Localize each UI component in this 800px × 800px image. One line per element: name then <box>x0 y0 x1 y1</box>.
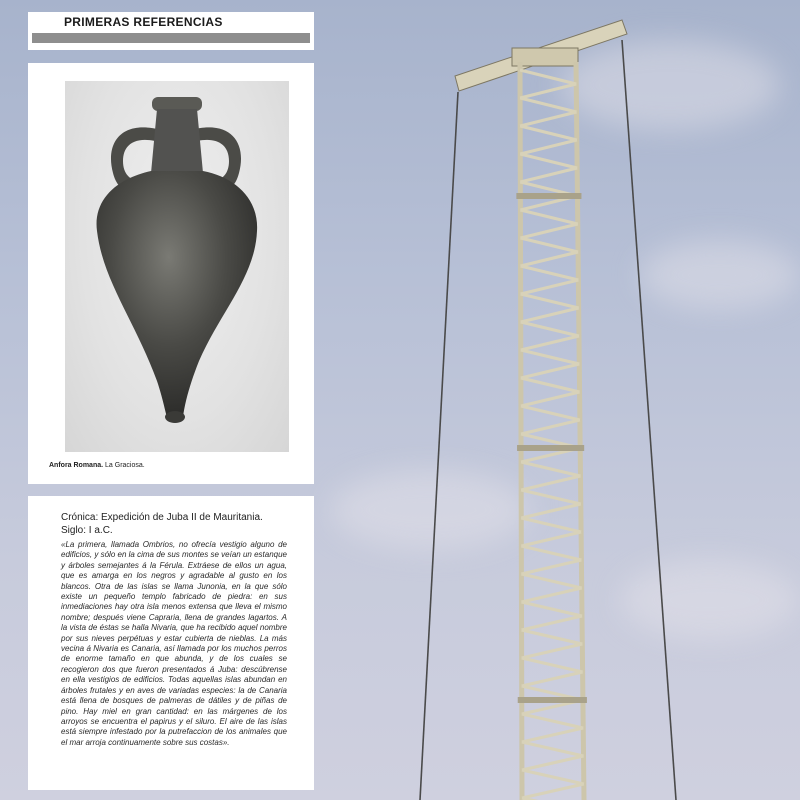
amphora-body <box>97 171 258 417</box>
tower-brace <box>521 322 579 336</box>
tower-brace <box>521 602 582 616</box>
tower-brace <box>521 490 581 504</box>
tower-brace <box>521 574 581 588</box>
chronicle-quote: «La primera, llamada Ombrios, no ofrecía vestigio alguno de edificios, y sólo en la cima de sus montes se veían un estanque y árboles semejantes á la Férula. Extráese de ellos un agua, que es amarga en los negros y agradable al gusto en los blancos. Otra de las islas se llama Junonia, en la que sólo existe un pequeño templo fabricado de piedra: en sus inmediaciones hay otra isla menos extensa que lleva el mismo nombre; después viene Capraria, llena de grandes lagartos. A la vista de éstas se halla Nivaria, que ha recibido aquel nombre por sus nieves perpétuas y estar cubierta de nieblas. La más vecina á Nivaria es Canaria, así llamada por los muchos perros de enorme tamaño en que abunda, y de los cuales se recogieron dos que fueron presentados á Juba: descúbrense en ella vestigios de edificios. Todas aquellas islas abundan en árboles frutales y en aves de variadas especies: la de Canaria está llena de bosques de palmeras de dátiles y de piñas de pino. Hay miel en gran cantidad: en las márgenes de los arroyos se encuentra el papirus y el siluro. El aire de las islas está siempre infestado por la putrefaccion de los animales que el mar arroja continuamente sobre sus costas». <box>61 540 287 747</box>
amphora-rim <box>152 97 202 111</box>
tower-brace <box>521 476 580 490</box>
tower-brace <box>522 742 584 756</box>
amphora-base <box>165 411 185 423</box>
photo-caption <box>49 462 145 469</box>
tower-brace <box>522 658 583 672</box>
tower-brace <box>522 644 583 658</box>
guy-wire-right <box>622 40 676 800</box>
tower-brace <box>521 406 580 420</box>
guy-wire-left <box>420 92 458 800</box>
chronicle-century: Siglo: I a.C. <box>61 525 113 536</box>
tower-brace <box>522 616 582 630</box>
tower-brace <box>521 364 579 378</box>
title-panel <box>28 12 314 50</box>
tower-leg-right <box>576 62 584 800</box>
tower-brace <box>521 462 580 476</box>
tower-lattice <box>516 62 587 800</box>
tower-brace <box>522 728 583 742</box>
tower-brace <box>520 84 576 98</box>
amphora-photo-panel <box>28 63 314 484</box>
tower-brace <box>521 252 579 266</box>
amphora-image <box>65 81 289 452</box>
tower-brace <box>521 266 579 280</box>
tower-brace <box>521 294 579 308</box>
tower-brace <box>521 560 581 574</box>
tower-brace <box>520 168 577 182</box>
tower-brace <box>521 280 579 294</box>
amphora-neck <box>151 109 203 173</box>
tower-brace <box>522 770 584 784</box>
chronicle-heading: Crónica: Expedición de Juba II de Mauritania. <box>61 512 263 523</box>
tower-brace <box>521 420 580 434</box>
tower-brace <box>521 336 579 350</box>
tower-brace <box>521 532 581 546</box>
tower-brace <box>521 378 580 392</box>
tower-brace <box>521 588 581 602</box>
tower-brace <box>521 392 580 406</box>
tower-brace <box>522 756 584 770</box>
caption-title: Anfora Romana. <box>49 462 104 469</box>
tower-leg-left <box>520 62 522 800</box>
tower-brace <box>521 504 581 518</box>
tower-brace <box>522 714 583 728</box>
page-title: PRIMERAS REFERENCIAS <box>64 15 223 29</box>
tower-brace <box>520 112 576 126</box>
tower-brace <box>522 784 584 798</box>
tower-brace <box>520 126 577 140</box>
tower-brace <box>520 224 577 238</box>
amphora-photo <box>65 81 289 452</box>
tower-brace <box>522 672 583 686</box>
tower-brace <box>520 70 576 84</box>
tower-brace <box>521 518 581 532</box>
chronicle-panel <box>28 496 314 790</box>
tower-brace <box>520 154 577 168</box>
tower-brace <box>520 98 576 112</box>
caption-place: La Graciosa. <box>105 462 145 469</box>
title-underline-bar <box>32 33 310 43</box>
tower-brace <box>521 546 581 560</box>
tower-brace <box>520 238 578 252</box>
tower-brace <box>520 140 577 154</box>
tower-brace <box>521 350 579 364</box>
tower-brace <box>522 630 583 644</box>
tower-brace <box>521 308 579 322</box>
tower-brace <box>520 210 577 224</box>
